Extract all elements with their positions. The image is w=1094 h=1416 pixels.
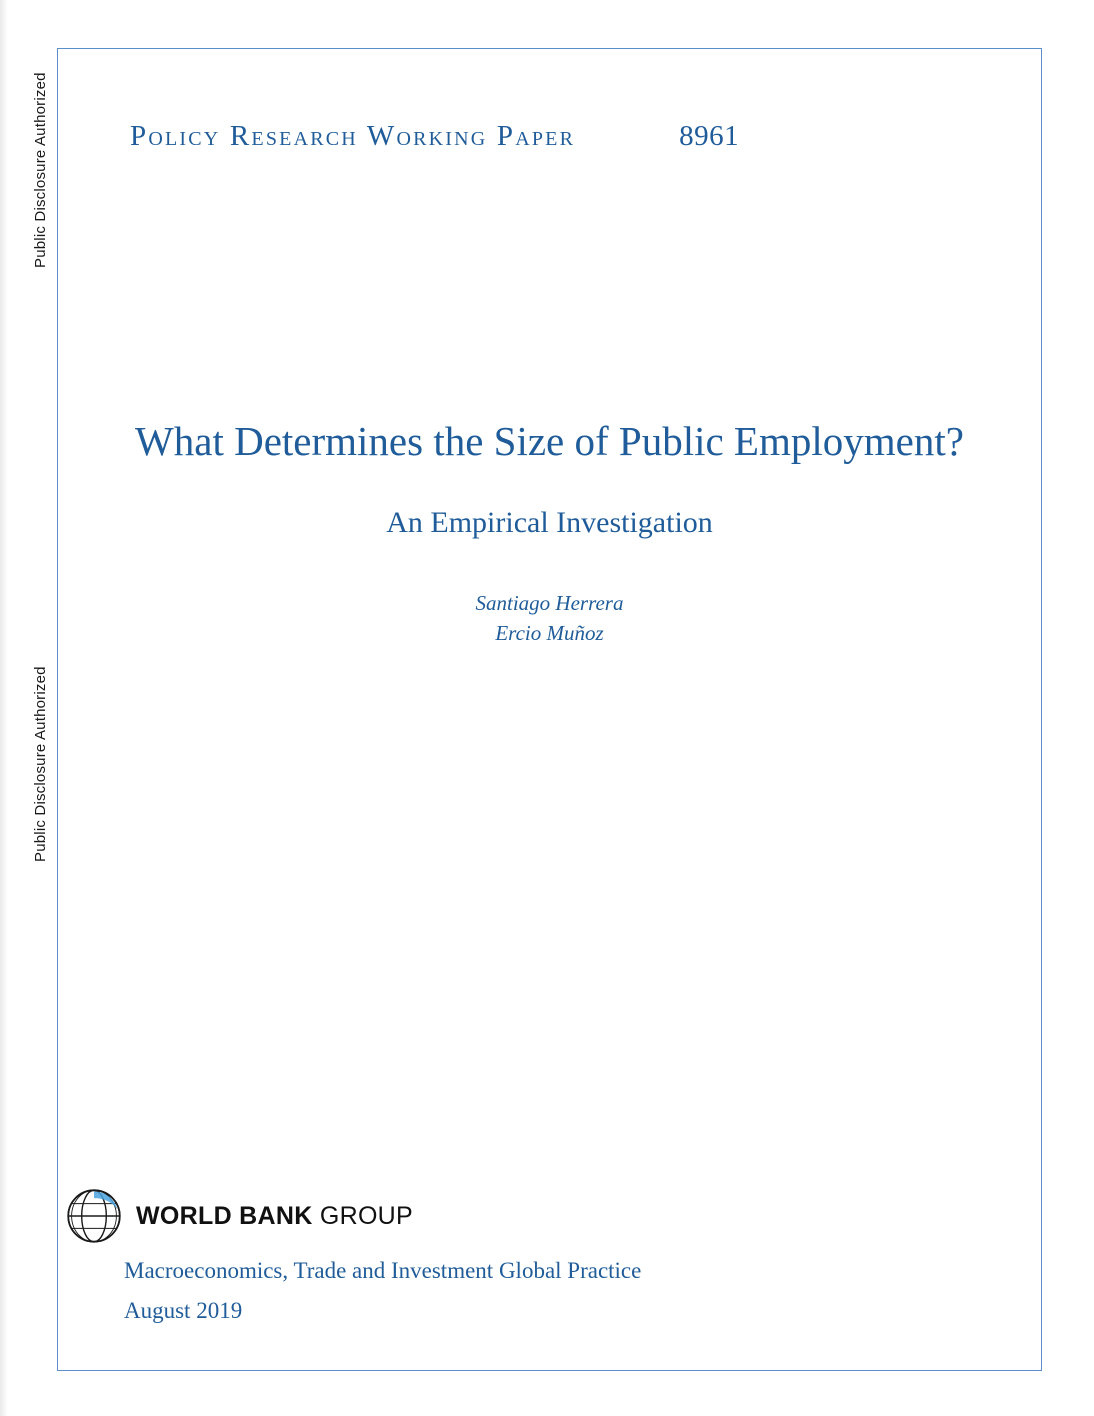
page-title: What Determines the Size of Public Employment?	[135, 418, 964, 464]
series-label: Policy Research Working Paper	[130, 120, 576, 152]
world-bank-logo	[66, 1188, 962, 1244]
publication-date: August 2019	[124, 1298, 243, 1323]
organization-name-group: GROUP	[312, 1201, 414, 1230]
author-list	[57, 588, 1042, 649]
public-disclosure-authorized-top: Public Disclosure Authorized	[32, 72, 49, 268]
author-name: Ercio Muñoz	[495, 621, 604, 646]
world-bank-globe-icon	[66, 1188, 122, 1244]
cover-border	[57, 48, 1042, 1371]
paper-number: 8961	[679, 120, 740, 152]
organization-name	[136, 1202, 413, 1231]
practice-line: Macroeconomics, Trade and Investment Global Practice	[124, 1258, 642, 1283]
author-name: Santiago Herrera	[475, 591, 624, 615]
page-subtitle: An Empirical Investigation	[386, 506, 713, 539]
public-disclosure-authorized-bottom: Public Disclosure Authorized	[32, 666, 49, 862]
scan-edge	[0, 0, 8, 1416]
cover-footer	[62, 1188, 962, 1324]
organization-name-main: WORLD BANK	[136, 1201, 313, 1230]
working-paper-header	[130, 120, 930, 153]
